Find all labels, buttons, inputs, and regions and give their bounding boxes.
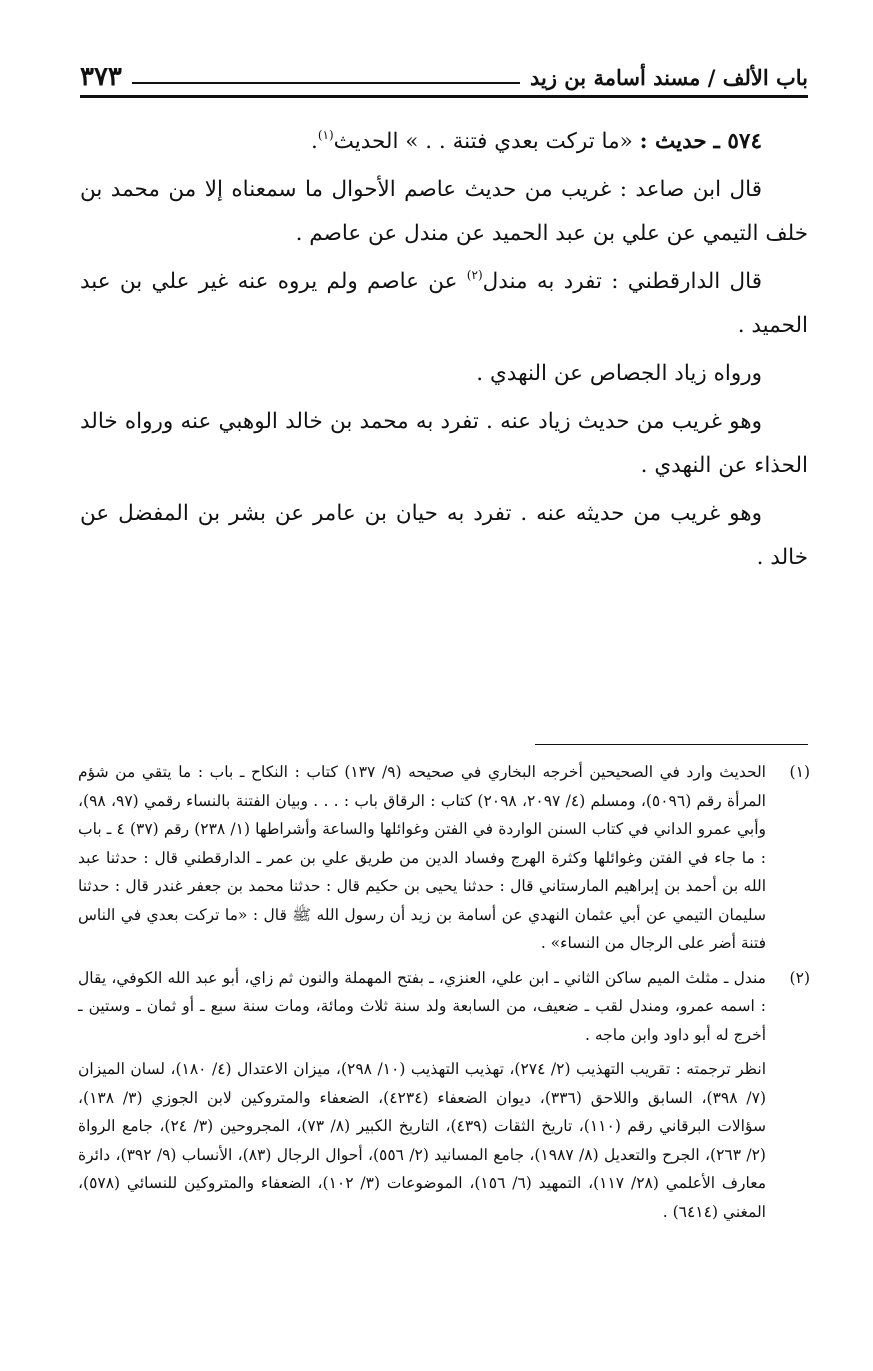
hadith-text: «ما تركت بعدي فتنة . . » الحديث — [333, 129, 640, 154]
hadith-number: ٥٧٤ ـ — [713, 129, 762, 154]
footnote-ref-1: (١) — [317, 128, 334, 142]
footnote-2-text: مندل ـ مثلث الميم ساكن الثاني ـ ابن علي، العنزي، ـ بفتح المهملة والنون ثم زاي، أبو عبد الله الكوفي، يقال : اسمه عمرو، ومندل لقب ـ ضعيف، من السابعة ولد سنة ثلاث ومائة، ومات سنة سبع ـ أو ثمان ـ وستين ـ أخرج له أبو داود وابن ماجه . — [78, 968, 766, 1044]
footnote-2-number: (٢) — [789, 968, 810, 987]
page-number: ٣٧٣ — [80, 62, 122, 92]
paragraph-gharib-khalid: وهو غريب من حديثه عنه . تفرد به حيان بن عامر عن بشر بن المفضل عن خالد . — [80, 501, 808, 570]
hadith-label: حديث : — [639, 129, 707, 154]
paragraph-gharib-ziyad: وهو غريب من حديث زياد عنه . تفرد به محمد بن خالد الوهبي عنه ورواه خالد الحذاء عن النهدي . — [80, 409, 808, 478]
footnote-1-text: الحديث وارد في الصحيحين أخرجه البخاري في صحيحه (٩/ ١٣٧) كتاب : النكاح ـ باب : ما يتقي من شؤم المرأة رقم (٥٠٩٦)، ومسلم (٤/ ٢٠٩٧، ٢٠٩٨) كتاب : الرقاق باب : . . . وبيان الفتنة بالنساء رقمي (٩٧، ٩٨)، وأبي عمرو الداني في كتاب السنن الواردة في الفتن وغوائلها والساعة وأشراطها (١/ ٢٣٨) رقم (٣٧) ٤ ـ باب : ما جاء في الفتن وغوائلها وكثرة الهرج وفساد الدين من طريق علي بن عمر ـ الدارقطني قال : حدثنا عبد الله بن أحمد بن إبراهيم المارستاني قال : حدثنا يحيى بن حكيم قال : حدثنا محمد بن جعفر غندر قال : حدثنا سليمان التيمي عن أبي عثمان النهدي عن أسامة بن زيد أن رسول الله ﷺ قال : «ما تركت بعدي في الناس فتنة أضر على الرجال من النساء» . — [78, 763, 766, 952]
hadith-end: . — [310, 129, 318, 154]
paragraph-daraqutni — [80, 260, 808, 348]
main-text — [80, 120, 808, 584]
running-header-line — [132, 82, 520, 84]
footnote-separator — [535, 744, 808, 745]
footnote-2-sources: انظر ترجمته : تقريب التهذيب (٢/ ٢٧٤)، تهذيب التهذيب (١٠/ ٢٩٨)، ميزان الاعتدال (٤/ ١٨٠)، لسان الميزان (٧/ ٣٩٨)، السابق واللاحق (٣٣٦)، ديوان الضعفاء (٤٢٣٤)، الضعفاء والمتروكين لابن الجوزي (٣/ ١٣٨)، سؤالات البرقاني رقم (١١٠)، تاريخ الثقات (٤٣٩)، التاريخ الكبير (٨/ ٧٣)، المجروحين (٣/ ٢٤)، جامع الرواة (٢/ ٢٦٣)، الجرح والتعديل (٨/ ١٩٨٧)، جامع المسانيد (٢/ ٥٥٦)، أحوال الرجال (٨٣)، الأنساب (٩/ ٣٩٢)، دائرة معارف الأعلمي (٢٨/ ١١٧)، التمهيد (٦/ ١٥٦)، الموضوعات (٣/ ١٠٢)، الضعفاء والمتروكين للنسائي (٥٧٨)، المغني (٦٤١٤) . — [78, 1060, 767, 1221]
header-rule — [80, 95, 808, 98]
paragraph-ziyad: ورواه زياد الجصاص عن النهدي . — [476, 361, 762, 386]
running-header — [80, 52, 808, 98]
paragraph-daraqutni-after: عن عاصم ولم يروه عنه غير علي بن عبد الحميد . — [80, 269, 808, 338]
footnote-1-number: (١) — [789, 763, 810, 781]
footnote-2 — [78, 964, 810, 1050]
footnotes — [78, 758, 810, 1226]
running-header-title: باب الألف / مسند أسامة بن زيد — [529, 65, 808, 90]
paragraph-ibn-saed: قال ابن صاعد : غريب من حديث عاصم الأحوال ما سمعناه إلا من محمد بن خلف التيمي عن علي بن عبد الحميد عن مندل عن عاصم . — [80, 177, 808, 246]
footnote-1 — [78, 758, 810, 958]
paragraph-daraqutni-before: قال الدارقطني : تفرد به مندل — [482, 269, 762, 294]
footnote-ref-2: (٢) — [466, 268, 483, 282]
hadith-heading — [80, 120, 808, 164]
